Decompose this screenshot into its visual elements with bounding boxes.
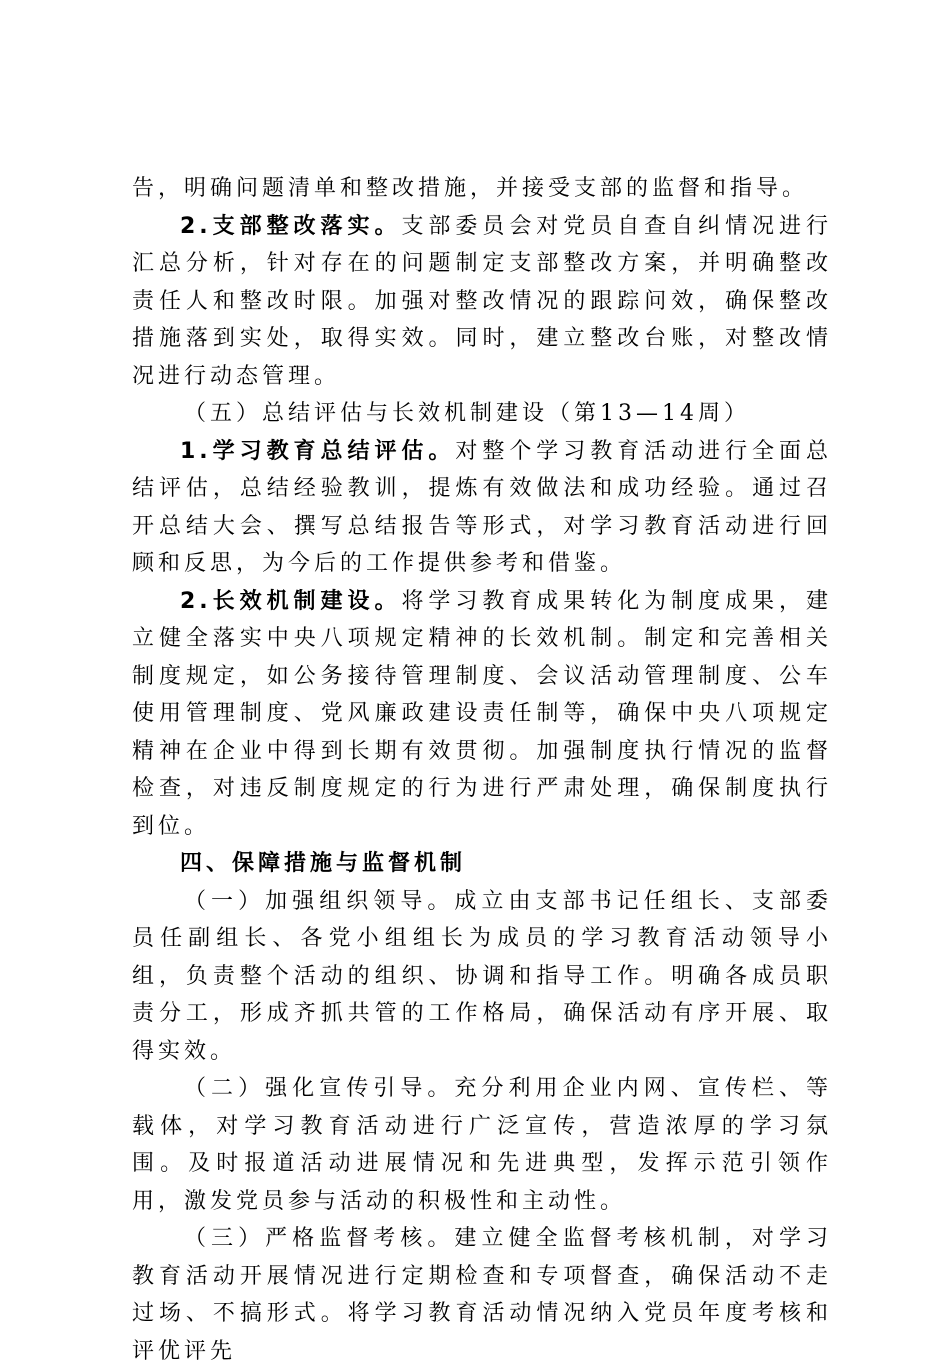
paragraph-lead: 1.学习教育总结评估。 — [180, 438, 456, 464]
paragraph-summary-evaluation — [132, 433, 832, 583]
paragraph-lead: 2.长效机制建设。 — [180, 588, 402, 614]
paragraph-supervision-assessment — [132, 1220, 832, 1370]
paragraph-text: 将学习教育成果转化为制度成果，建立健全落实中央八项规定精神的长效机制。制定和完善相关制度规定，如公务接待管理制度、会议活动管理制度、公车使用管理制度、党风廉政建设责任制等，确保中央八项规定精神在企业中得到长期有效贯彻。加强制度执行情况的监督检查，对违反制度规定的行为进行严肃处理，确保制度执行到位。 — [132, 588, 832, 839]
paragraph-text: 对整个学习教育活动进行全面总结评估，总结经验教训，提炼有效做法和成功经验。通过召开总结大会、撰写总结报告等形式，对学习教育活动进行回顾和反思，为今后的工作提供参考和借鉴。 — [132, 438, 832, 576]
paragraph-text: （二）强化宣传引导。充分利用企业内网、宣传栏、等载体，对学习教育活动进行广泛宣传，营造浓厚的学习氛围。及时报道活动进展情况和先进典型，发挥示范引领作用，激发党员参与活动的积极性和主动性。 — [132, 1076, 832, 1214]
paragraph-branch-rectification — [132, 208, 832, 396]
paragraph-text: （三）严格监督考核。建立健全监督考核机制，对学习教育活动开展情况进行定期检查和专项督查，确保活动不走过场、不搞形式。将学习教育活动情况纳入党员年度考核和评优评先 — [132, 1226, 832, 1364]
paragraph-text: 四、保障措施与监督机制 — [180, 851, 467, 876]
paragraph-publicity-guidance — [132, 1070, 832, 1220]
paragraph-text: （五）总结评估与长效机制建设（第13—14周） — [184, 401, 750, 426]
paragraph-text: 支部委员会对党员自查自纠情况进行汇总分析，针对存在的问题制定支部整改方案，并明确整改责任人和整改时限。加强对整改情况的跟踪问效，确保整改措施落到实处，取得实效。同时，建立整改台账，对整改情况进行动态管理。 — [132, 213, 832, 389]
section-heading-four — [132, 845, 832, 883]
paragraph-lead: 2.支部整改落实。 — [180, 213, 402, 239]
paragraph-text: 告，明确问题清单和整改措施，并接受支部的监督和指导。 — [132, 176, 809, 201]
paragraph-organization-leadership — [132, 883, 832, 1071]
paragraph-text: （一）加强组织领导。成立由支部书记任组长、支部委员任副组长、各党小组组长为成员的学习教育活动领导小组，负责整个活动的组织、协调和指导工作。明确各成员职责分工，形成齐抓共管的工作格局，确保活动有序开展、取得实效。 — [132, 888, 832, 1064]
section-heading-five — [132, 395, 832, 433]
paragraph-long-term-mechanism — [132, 583, 832, 846]
document-body — [132, 170, 832, 1370]
paragraph-continuation — [132, 170, 832, 208]
